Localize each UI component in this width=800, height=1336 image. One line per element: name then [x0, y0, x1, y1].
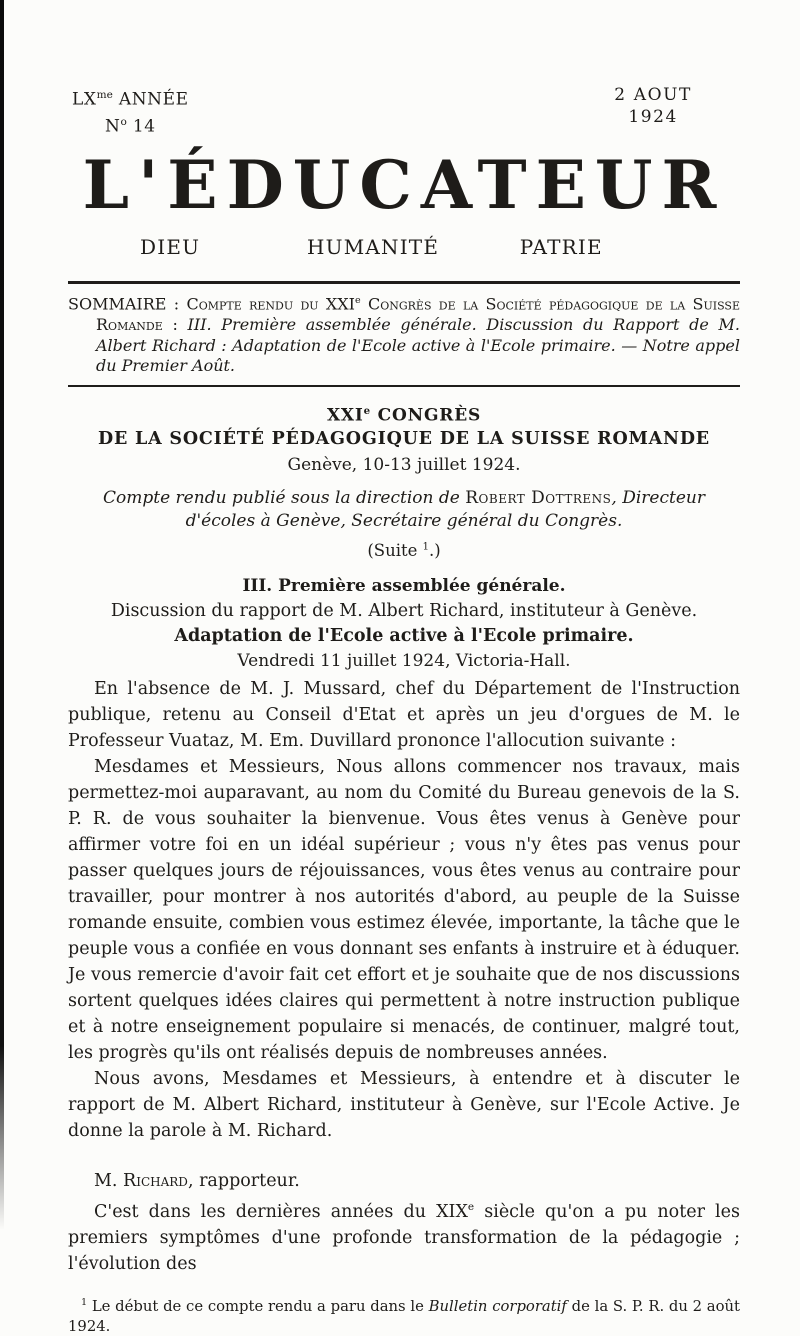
congress-numeral-superscript: e [354, 295, 361, 307]
paragraph-2: Mesdames et Messieurs, Nous allons commencer nos travaux, mais permettez-moi auparavant, au nom du Comité du Bureau genevois de la S. P. R. de vous souhaiter la bienvenue. Vous êtes venus à Genève pour affirmer votre foi en un idéal supérieur ; vous n'y êtes pas venus pour passer quelques jours de réjouissances, vous êtes venus au contraire pour travailler, pour montrer à nos autorités d'abord, au peuple de la Suisse romande ensuite, combien vous estimez élevée, importante, la tâche que le peuple vous a confiée en vous donnant ses enfants à instruire et à éduquer. Je vous remercie d'avoir fait cet effort et je souhaite que de nos discussions sortent quelques idées claires qui permettent à notre instruction publique et à notre enseignement populaire si menacés, de continuer, malgré tout, les progrès qu'ils ont réalisés depuis de nombreuses années. [68, 757, 740, 1064]
motto-dieu: DIEU [140, 235, 201, 260]
section-subheading: Adaptation de l'Ecole active à l'Ecole primaire. [174, 626, 634, 647]
summary-paragraph: SOMMAIRE : Compte rendu du XXIe Congrès de la Société pédagogique de la Suisse Romande : III. Première assemblée générale. Discussion du Rapport de M. Albert Richard : Adaptation de l'Ecole active à l'Ecole primaire. — Notre appel du Premier Août. [68, 294, 740, 376]
paragraph-4: C'est dans les dernières années du XIXe siècle qu'on a pu noter les premiers symptômes d'une profonde transformation de la pédagogie ; l'évolution des [68, 1201, 740, 1275]
publication-year: 1924 [628, 107, 678, 127]
editor-name: Robert Dottrens [465, 488, 612, 509]
motto-line [68, 235, 740, 261]
summary-italic-part: III. Première assemblée générale. Discussion du Rapport de M. Albert Richard : Adaptation de l'Ecole active à l'Ecole primaire. — Notre appel du Premier Août. [96, 315, 740, 376]
section-discussion-line: Discussion du rapport de M. Albert Richard, instituteur à Genève. [110, 601, 698, 622]
paragraph-1: En l'absence de M. J. Mussard, chef du Département de l'Instruction publique, retenu au Conseil d'Etat et après un jeu d'orgues de M. le Professeur Vuataz, M. Em. Duvillard prononce l'allocution suivante : [68, 679, 740, 752]
motto-patrie: PATRIE [519, 235, 603, 260]
summary-rule-top [68, 281, 740, 284]
footnote-marker: 1 [81, 1297, 88, 1309]
article-body [68, 676, 740, 1277]
volume-superscript: me [96, 89, 113, 101]
suite-footnote-marker: 1 [422, 541, 429, 553]
journal-title: L'ÉDUCATEUR [82, 146, 726, 225]
volume-issue-block [68, 84, 189, 137]
speaker-name: Richard [123, 1171, 188, 1192]
section-heading: III. Première assemblée générale. [242, 576, 566, 597]
publication-date: 2 AOUT [614, 85, 692, 105]
volume-line: $LX^{me}$ ANNÉE [72, 89, 189, 110]
congress-credit: Compte rendu publié sous la direction de Robert Dottrens, Directeur d'écoles à Genève, Secrétaire général du Congrès. [103, 488, 705, 532]
speaker-line: M. Richard, rapporteur. [94, 1171, 300, 1192]
footnote: $^1$ Le début de ce compte rendu a paru dans le Bulletin corporatif de la S. P. R. du 2 août 1924. [68, 1297, 740, 1335]
section-dateline: Vendredi 11 juillet 1924, Victoria-Hall. [237, 651, 571, 672]
suite-note: (Suite $^1$.) [367, 541, 441, 561]
summary-rule-bottom [68, 385, 740, 387]
masthead [68, 84, 740, 137]
date-block [614, 84, 740, 137]
issue-superscript: o [120, 115, 127, 128]
motto-humanite: HUMANITÉ [306, 235, 440, 260]
summary-label: SOMMAIRE : [68, 294, 187, 314]
footnote-italic-title: Bulletin corporatif [428, 1298, 567, 1316]
congress-place-date: Genève, 10-13 juillet 1924. [287, 455, 521, 476]
issue-line: $N^o$ 14 [105, 115, 156, 137]
congress-subtitle: DE LA SOCIÉTÉ PÉDAGOGIQUE DE LA SUISSE ROMANDE [98, 429, 710, 450]
congress-title: XXIe CONGRÈS [326, 404, 482, 426]
century-superscript: e [467, 1201, 475, 1214]
paragraph-3: Nous avons, Mesdames et Messieurs, à entendre et à discuter le rapport de M. Albert Richard, instituteur à Genève, sur l'Ecole Active. Je donne la parole à M. Richard. [68, 1069, 740, 1142]
